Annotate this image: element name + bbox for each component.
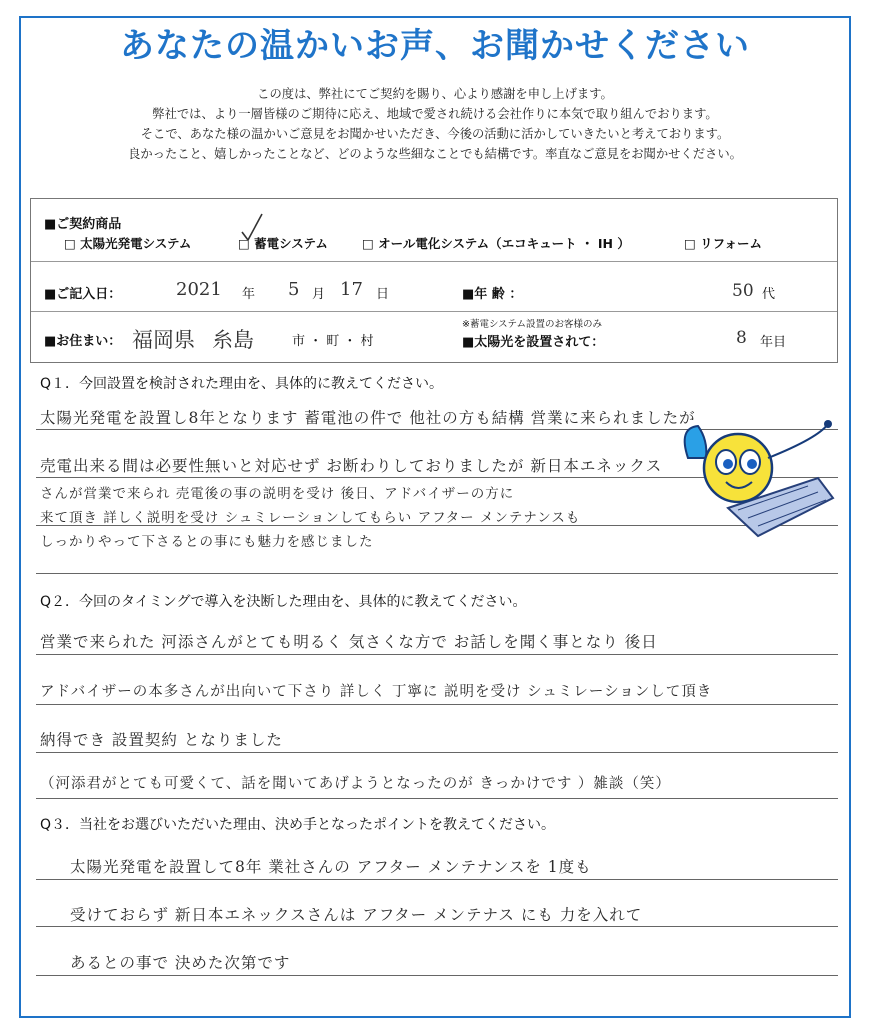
q2-answer-line[interactable]: 営業で来られた 河添さんがとても明るく 気さくな方で お話しを聞く事となり 後日 [40, 633, 658, 651]
month-unit: 月 [312, 287, 326, 302]
mascot-illustration [668, 418, 838, 548]
q2-answer-line[interactable]: （河添君がとても可愛くて、話を聞いてあげようとなったのが きっかけです ）雑談（笑） [40, 776, 671, 792]
q1-answer-line[interactable]: 売電出来る間は必要性無いと対応せず お断わりしておりましたが 新日本エネックス [40, 457, 663, 475]
q2-answer-line[interactable]: アドバイザーの本多さんが出向いて下さり 詳しく 丁寧に 説明を受け シュミレーションして頂き [40, 684, 713, 700]
answer-rule [36, 798, 838, 799]
answer-rule [36, 879, 838, 880]
option-reform[interactable]: □ リフォーム [684, 236, 763, 251]
intro-line: そこで、あなた様の温かいご意見をお聞かせいただき、今後の活動に活かしていきたいと考えております。 [140, 127, 730, 141]
divider [31, 311, 837, 312]
answer-rule [36, 975, 838, 976]
intro-line: この度は、弊社にてご契約を賜り、心より感謝を申し上げます。 [257, 87, 613, 101]
q1-question: Q１．今回設置を検討された理由を、具体的に教えてください。 [40, 376, 444, 392]
divider [31, 261, 837, 262]
address-label: ■お住まい： [44, 334, 122, 349]
q1-answer-line[interactable]: さんが営業で来られ 売電後の事の説明を受け 後日、アドバイザーの方に [40, 486, 515, 502]
intro-text [60, 84, 810, 164]
answer-rule [36, 654, 838, 655]
years-label: ■太陽光を設置されて： [462, 335, 605, 350]
answer-rule [36, 704, 838, 705]
date-month[interactable]: 5 [288, 279, 300, 300]
address-city[interactable]: 糸島 [212, 328, 254, 352]
date-label: ■ご記入日： [44, 287, 122, 302]
q2-question: Q２．今回のタイミングで導入を決断した理由を、具体的に教えてください。 [40, 594, 527, 610]
q1-answer-line[interactable]: 太陽光発電を設置し8年となります 蓄電池の件で 他社の方も結構 営業に来られましたが [40, 409, 696, 427]
option-all-electric[interactable]: □ オール電化システム（エコキュート ・ IH ） [362, 236, 630, 251]
q3-answer-line[interactable]: 受けておらず 新日本エネックスさんは アフター メンテナス にも 力を入れて [70, 906, 643, 924]
intro-line: 弊社では、より一層皆様のご期待に応え、地域で愛され続ける会社作りに本気で取り組んでおります。 [152, 107, 718, 121]
address-pref[interactable]: 福岡県 [132, 328, 195, 352]
page-title: あなたの温かいお声、お聞かせください [120, 26, 750, 66]
option-solar[interactable]: □ 太陽光発電システム [64, 236, 192, 251]
q3-question: Q３．当社をお選びいただいた理由、決め手となったポイントを教えてください。 [40, 817, 556, 833]
date-year[interactable]: 2021 [176, 279, 222, 300]
products-label: ■ご契約商品 [44, 217, 122, 232]
option-storage[interactable]: □ 蓄電システム [238, 236, 328, 251]
q3-answer-line[interactable]: あるとの事で 決めた次第です [70, 954, 291, 972]
answer-rule [36, 573, 838, 574]
q3-answer-line[interactable]: 太陽光発電を設置して8年 業社さんの アフター メンテナンスを 1度も [70, 858, 592, 876]
answer-rule [36, 926, 838, 927]
storage-note: ※蓄電システム設置のお客様のみ [462, 319, 603, 330]
date-day[interactable]: 17 [340, 279, 363, 300]
day-unit: 日 [376, 287, 390, 302]
q1-answer-line[interactable]: 来て頂き 詳しく説明を受け シュミレーションしてもらい アフター メンテナンスも [40, 510, 581, 526]
year-unit: 年 [242, 287, 256, 302]
age-value[interactable]: 50 [732, 281, 754, 301]
address-suffix: 市 ・ 町 ・ 村 [292, 334, 374, 349]
answer-rule [36, 752, 838, 753]
age-label: ■年 齢 ： [462, 287, 523, 302]
years-value[interactable]: 8 [736, 328, 747, 348]
intro-line: 良かったこと、嬉しかったことなど、どのような些細なことでも結構です。率直なご意見をお聞かせください。 [128, 147, 742, 161]
age-unit: 代 [762, 287, 776, 302]
q1-answer-line[interactable]: しっかりやって下さるとの事にも魅力を感じました [40, 534, 374, 550]
q2-answer-line[interactable]: 納得でき 設置契約 となりました [40, 731, 283, 749]
checkmark-icon [240, 212, 264, 242]
years-unit: 年目 [760, 335, 787, 350]
